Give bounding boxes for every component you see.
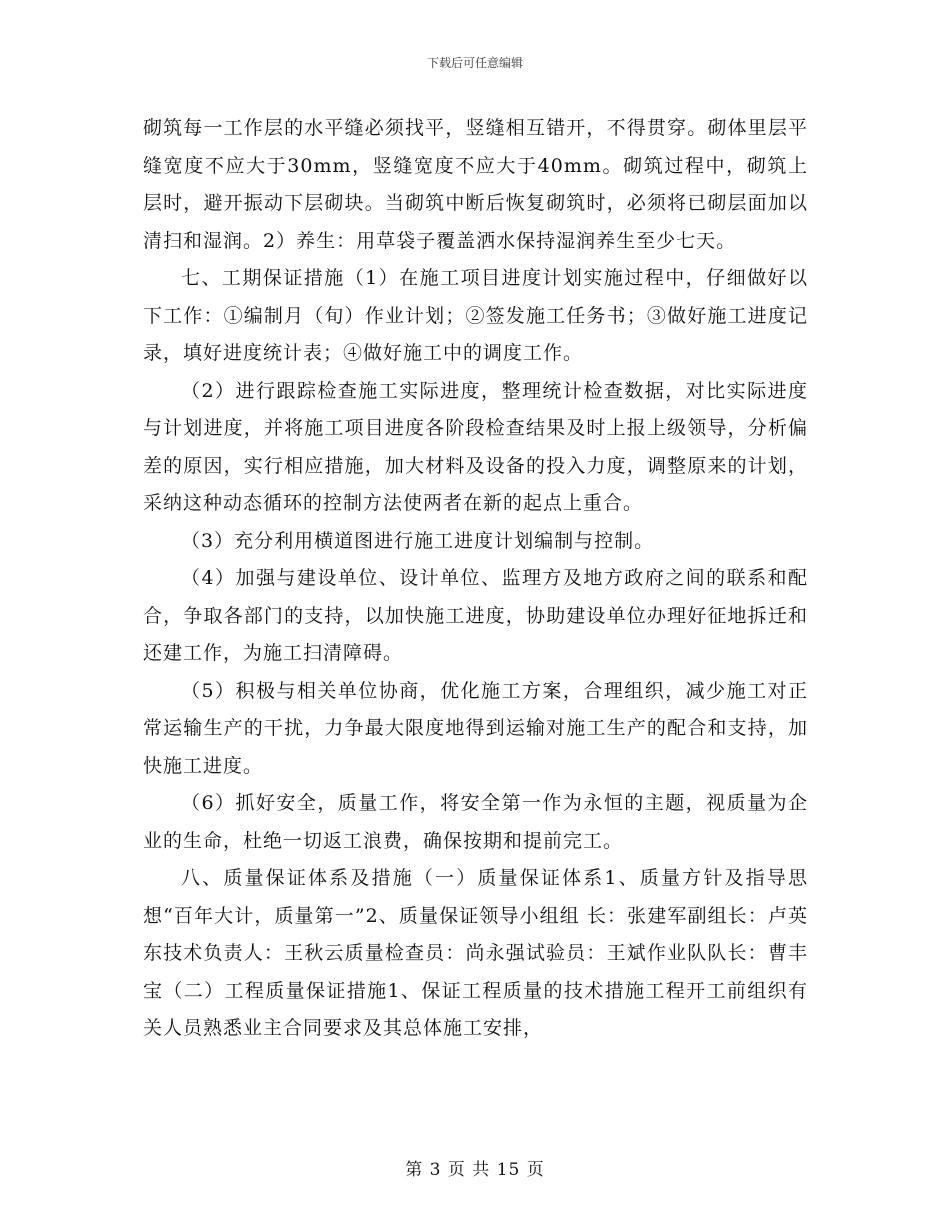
paragraph-optimization: （5）积极与相关单位协商，优化施工方案，合理组织，减少施工对正常运输生产的干扰，力争最大限度地得到运输对施工生产的配合和支持，加快施工进度。	[143, 679, 808, 777]
document-body	[143, 110, 808, 1048]
paragraph-coordination: （4）加强与建设单位、设计单位、监理方及地方政府之间的联系和配合，争取各部门的支持，以加快施工进度，协助建设单位办理好征地拆迁和还建工作，为施工扫清障碍。	[143, 567, 808, 664]
paragraph-schedule-measures: 七、工期保证措施（1）在施工项目进度计划实施过程中，仔细做好以下工作：①编制月（旬）作业计划；②签发施工任务书；③做好施工进度记录，填好进度统计表；④做好施工中的调度工作。	[143, 267, 808, 364]
page-header: 下载后可任意编辑	[426, 56, 523, 70]
paragraph-quality-system: 八、质量保证体系及措施（一）质量保证体系1、质量方针及指导思想“百年大计，质量第一”2、质量保证领导小组组 长：张建军副组长：卢英东技术负责人：王秋云质量检查员：尚永强试验员：王斌作业队队长：曹丰宝（二）工程质量保证措施1、保证工程质量的技术措施工程开工前组织有关人员熟悉业主合同要求及其总体施工安排，	[143, 867, 808, 1039]
paragraph-safety-quality: （6）抓好安全，质量工作，将安全第一作为永恒的主题，视质量为企业的生命，杜绝一切返工浪费，确保按期和提前完工。	[143, 792, 808, 852]
page-number: 第 3 页 共 15 页	[405, 1160, 545, 1180]
paragraph-masonry: 砌筑每一工作层的水平缝必须找平，竖缝相互错开，不得贯穿。砌体里层平缝宽度不应大于30mm，竖缝宽度不应大于40mm。砌筑过程中，砌筑上层时，避开振动下层砌块。当砌筑中断后恢复砌筑时，必须将已砌层面加以清扫和湿润。2）养生：用草袋子覆盖洒水保持湿润养生至少七天。	[143, 117, 808, 252]
paragraph-schedule-tracking: （2）进行跟踪检查施工实际进度，整理统计检查数据，对比实际进度与计划进度，并将施工项目进度各阶段检查结果及时上报上级领导，分析偏差的原因，实行相应措施，加大材料及设备的投入力度，调整原来的计划，采纳这种动态循环的控制方法使两者在新的起点上重合。	[143, 379, 808, 514]
paragraph-gantt: （3）充分利用横道图进行施工进度计划编制与控制。	[181, 529, 655, 552]
